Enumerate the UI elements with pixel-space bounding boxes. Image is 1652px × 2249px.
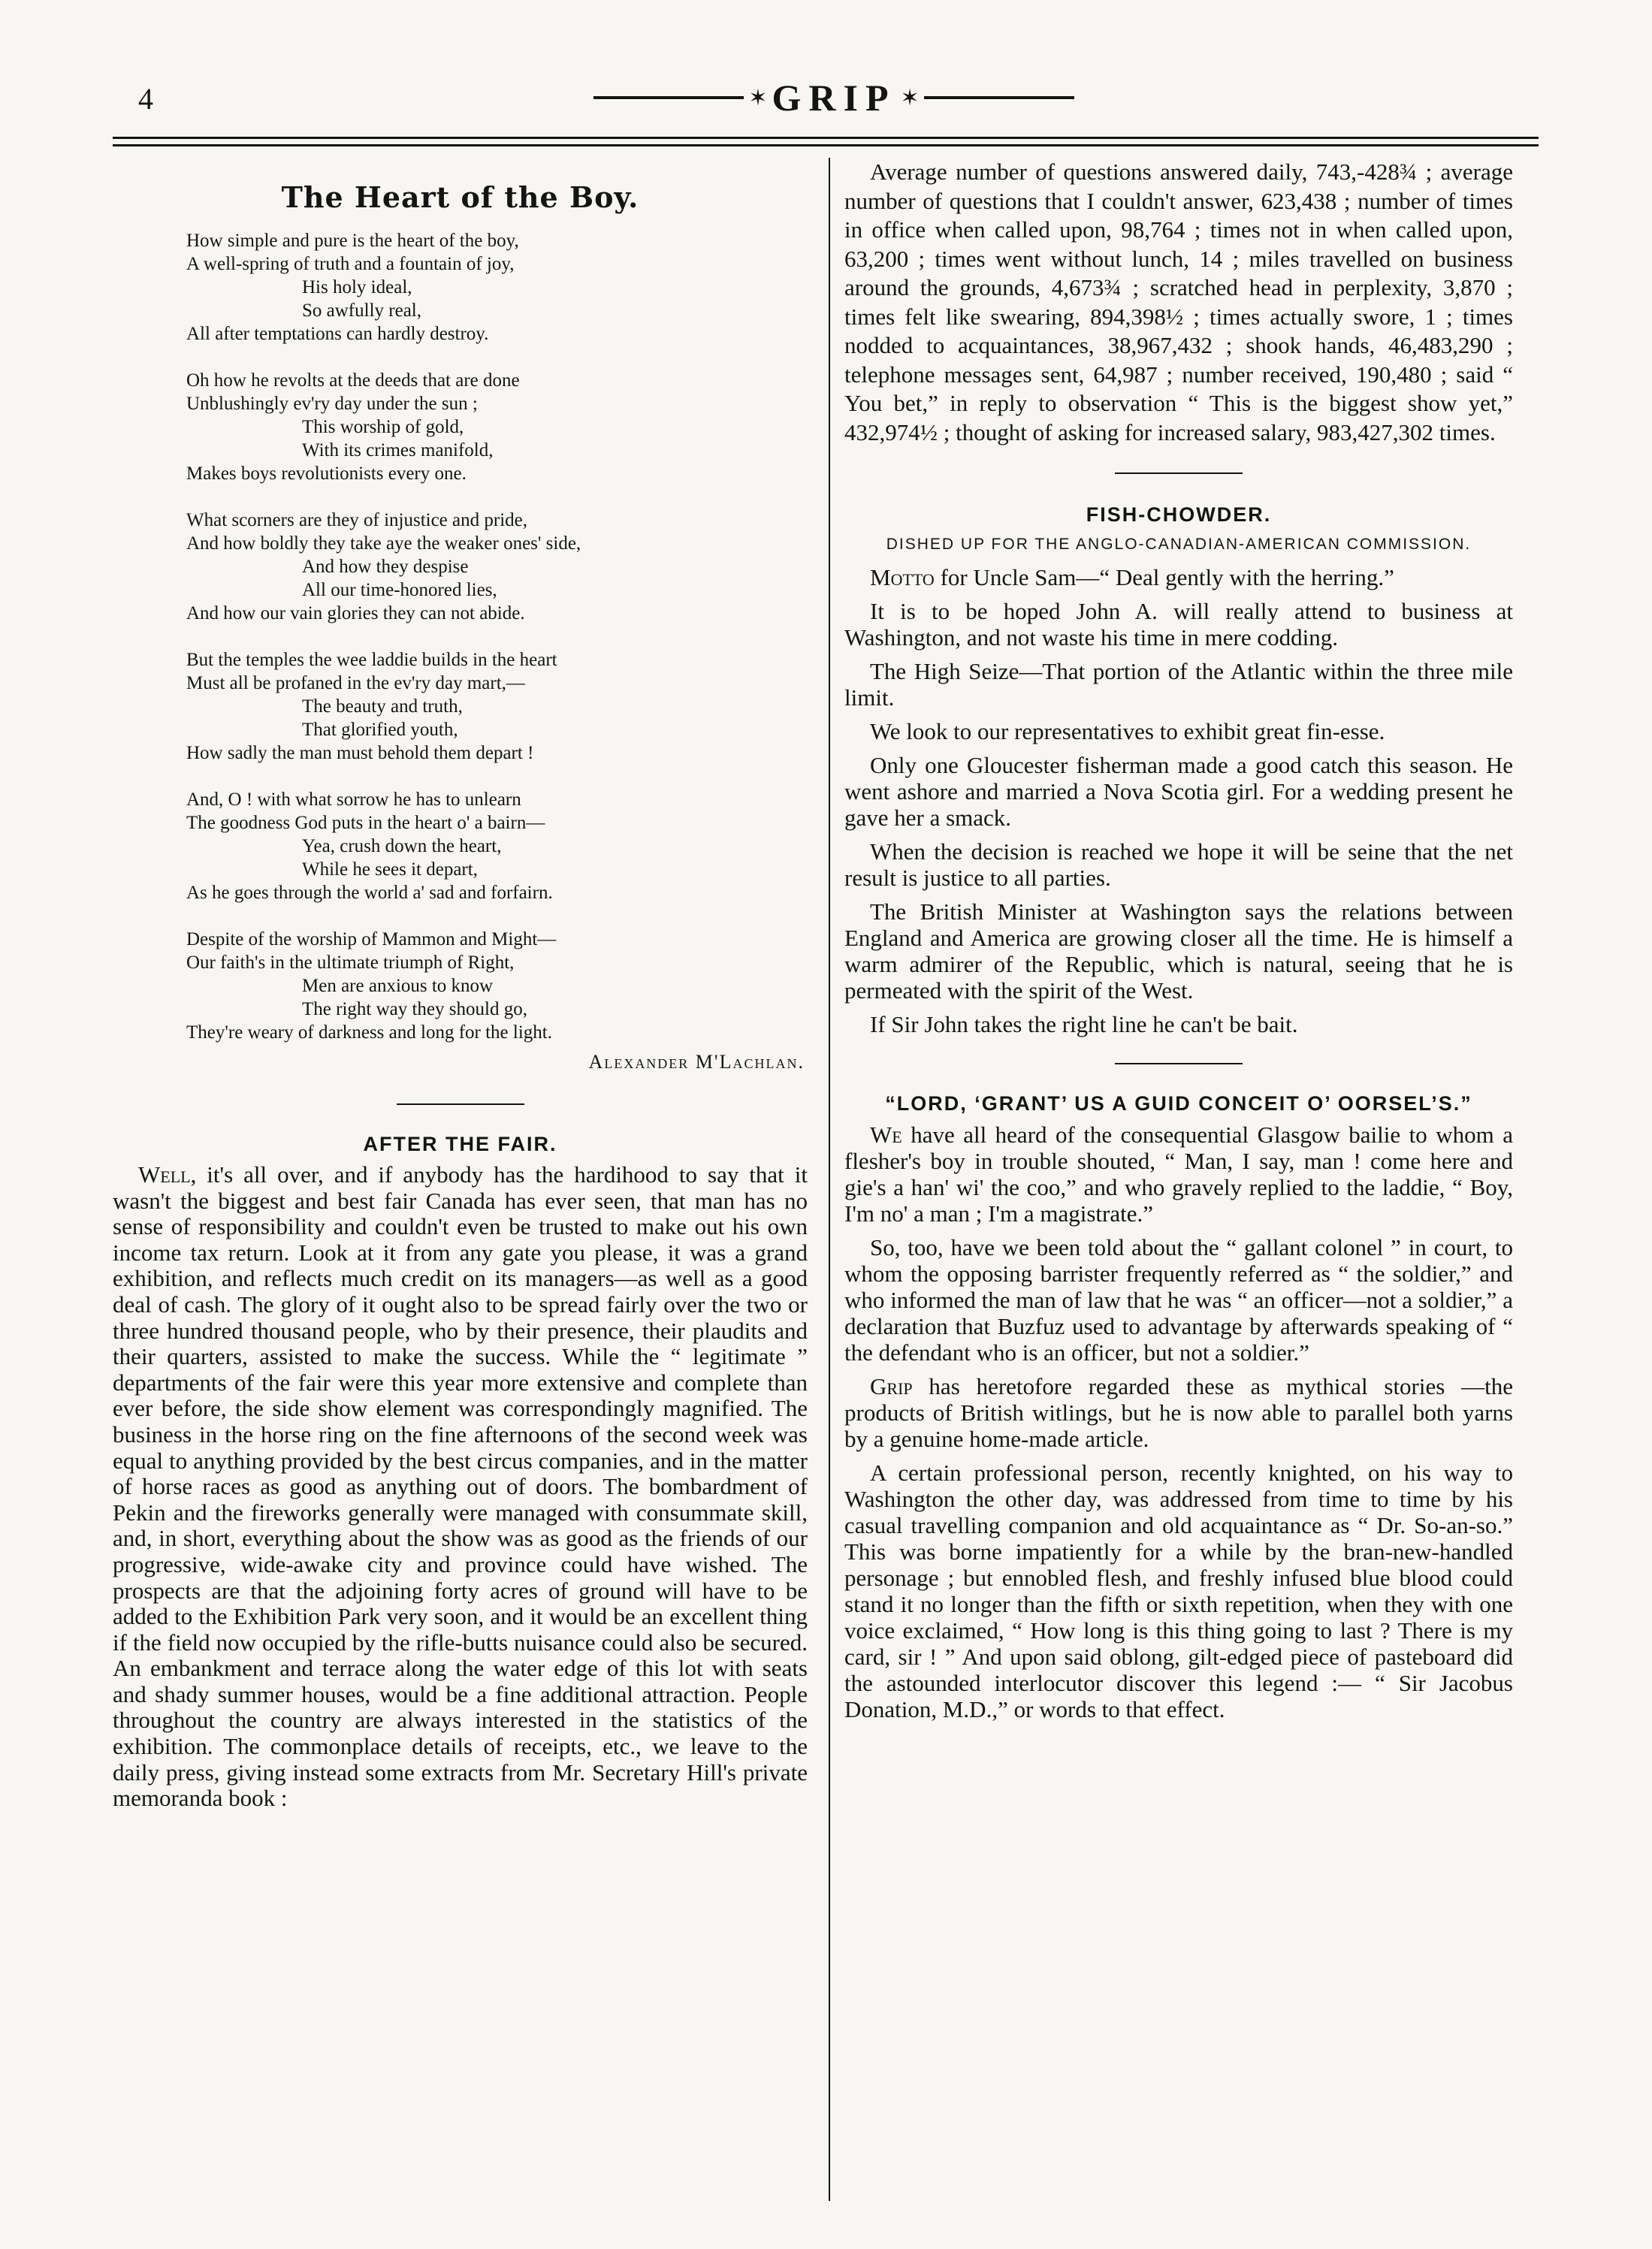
fish-chowder-paragraph <box>844 718 1513 744</box>
poem-line: The goodness God puts in the heart o' a bairn— <box>186 813 545 833</box>
paragraph-text: for Uncle Sam—“ Deal gently with the herring.” <box>934 564 1394 590</box>
poem-line: The beauty and truth, <box>302 696 463 717</box>
masthead <box>593 75 1074 120</box>
poem-line: And, O ! with what sorrow he has to unlearn <box>186 789 521 810</box>
lead-word: We <box>870 1121 902 1148</box>
paragraph-text: So, too, have we been told about the “ gallant colonel ” in court, to whom the opposing barrister frequently referred as “ the soldier,” and who informed the man of law that he was “ an officer—not a soldier,” a declaration that Buzfuz used to advantage by afterwards speaking of “ the defendant who is an officer, but not a soldier.” <box>844 1234 1513 1366</box>
masthead-title: GRIP <box>772 77 896 119</box>
paragraph-text: A certain professional person, recently knighted, on his way to Washington the other day, was addressed from time to time by his casual travelling companion and old acquaintance as “ Dr. So-an-so.” This was borne impatiently for a while by the bran-new-handled personage ; but ennobled flesh, and freshly infused blue blood could stand it no longer than the fifth or sixth repetition, when they with one voice exclaimed, “ How long is this thing going to last ? There is my card, sir ! ” And upon said oblong, gilt-edged piece of pasteboard did the astounded interlocutor discover this legend :— “ Sir Jacobus Donation, M.D.,” or words to that effect. <box>844 1460 1513 1722</box>
memoranda-continued: Average number of questions answered daily, 743,-428¾ ; average number of questions that I couldn't answer, 623,438 ; number of times in office when called upon, 98,764 ; times not in when called upon, 63,200 ; times went without lunch, 14 ; miles travelled on business around the grounds, 4,673¾ ; scratched head in perplexity, 3,870 ; times felt like swearing, 894,398½ ; times actually swore, 1 ; times nodded to acquaintances, 38,967,432 ; shook hands, 46,483,290 ; telephone messages sent, 64,987 ; number received, 190,480 ; said “ You bet,” in reply to observation “ This is the biggest show yet,” 432,974½ ; thought of asking for increased salary, 983,427,302 times. <box>844 158 1513 445</box>
paragraph-text: If Sir John takes the right line he can't be bait. <box>870 1011 1298 1037</box>
poem-line: Unblushingly ev'ry day under the sun ; <box>186 394 478 414</box>
poem-line: His holy ideal, <box>302 277 412 297</box>
poem-line: A well-spring of truth and a fountain of joy, <box>186 254 515 274</box>
star-ornament-icon: ✶ <box>748 85 768 110</box>
poem-line: This worship of gold, <box>302 417 464 437</box>
paragraph-text: We look to our representatives to exhibit great fin-esse. <box>870 718 1385 744</box>
poem-line: Oh how he revolts at the deeds that are done <box>186 370 520 391</box>
poem-line: How sadly the man must behold them depart ! <box>186 743 534 763</box>
fish-chowder-paragraph <box>844 898 1513 1004</box>
paragraph-text: It is to be hoped John A. will really attend to business at Washington, and not waste his time in mere codding. <box>844 598 1513 651</box>
star-ornament-icon: ✶ <box>900 85 920 110</box>
article-heading-guid-conceit: “LORD, ‘GRANT’ US A GUID CONCEIT O’ OORSEL’S.” <box>885 1092 1472 1115</box>
guid-conceit-body <box>844 1121 1513 1722</box>
poem-line: As he goes through the world a' sad and forfairn. <box>186 883 553 903</box>
poem-line: While he sees it depart, <box>302 859 478 880</box>
fish-chowder-paragraph <box>844 752 1513 831</box>
poem <box>113 229 808 1044</box>
section-divider <box>1115 1063 1243 1064</box>
column-divider <box>829 158 830 2201</box>
poem-stanza <box>186 509 808 625</box>
poem-stanza <box>186 369 808 485</box>
guid-conceit-paragraph <box>844 1121 1513 1227</box>
guid-conceit-paragraph <box>844 1460 1513 1722</box>
poem-line: They're weary of darkness and long for the light. <box>186 1022 552 1043</box>
poem-line: And how our vain glories they can not abide. <box>186 603 525 623</box>
poem-stanza <box>186 229 808 346</box>
poem-line: And how boldly they take aye the weaker ones' side, <box>186 533 581 554</box>
header-rule <box>113 144 1539 146</box>
poem-line: Must all be profaned in the ev'ry day mart,— <box>186 673 525 693</box>
poem-line: Despite of the worship of Mammon and Might— <box>186 929 557 949</box>
section-divider <box>1115 472 1243 474</box>
paragraph-text: The High Seize—That portion of the Atlantic within the three mile limit. <box>844 658 1513 711</box>
poem-line: That glorified youth, <box>302 720 458 740</box>
article-text: it's all over, and if anybody has the hardihood to say that it wasn't the biggest and best fair Canada has ever seen, that man has no sense of responsibility and couldn't even be trusted to make out his own income tax return. Look at it from any gate you please, it was a grand exhibition, and reflects much credit on its managers—as well as a good deal of cash. The glory of it ought also to be spread fairly over the two or three hundred thousand people, who by their presence, their plaudits and their quarters, assisted to make the success. While the “ legitimate ” departments of the fair were this year more extensive and complete than ever before, the side show element was correspondingly magnified. The business in the horse ring on the fine afternoons of the second week was equal to anything provided by the best circus companies, and in the matter of horse races as good as anything out of doors. The bombardment of Pekin and the fireworks generally were managed with consummate skill, and, in short, everything about the show was as good as the friends of our progressive, wide-awake city and province could have wished. The prospects are that the adjoining forty acres of ground will have to be added to the Exhibition Park very soon, and it would be an excellent thing if the field now occupied by the rifle-butts nuisance could also be secured. An embankment and terrace along the water edge of this lot with seats and shady summer houses, would be a fine additional attraction. People throughout the country are always interested in the statistics of the exhibition. The commonplace details of receipts, etc., we leave to the daily press, giving instead some extracts from Mr. Secretary Hill's private memoranda book : <box>113 1161 808 1812</box>
poem-line: What scorners are they of injustice and pride, <box>186 510 527 530</box>
lead-word: Motto <box>870 564 935 590</box>
masthead-rule-right <box>924 96 1074 99</box>
lead-word: Grip <box>870 1373 913 1399</box>
section-divider <box>397 1103 524 1105</box>
paragraph-text: have all heard of the consequential Glasgow bailie to whom a flesher's boy in trouble shouted, “ Man, I say, man ! come here and gie's a han' wi' the coo,” and who gravely replied to the laddie, “ Boy, I'm no' a man ; I'm a magistrate.” <box>844 1121 1513 1227</box>
poem-stanza <box>186 788 808 904</box>
poem-line: Yea, crush down the heart, <box>302 836 502 856</box>
poem-line: All our time-honored lies, <box>302 580 497 600</box>
paragraph-text: The British Minister at Washington says the relations between England and America are growing closer all the time. He is himself a warm admirer of the Republic, which is natural, seeing that he is permeated with the spirit of the West. <box>844 898 1513 1004</box>
fish-chowder-paragraph <box>844 658 1513 711</box>
paragraph-text: has heretofore regarded these as mythical stories —the products of British witlings, but he is now able to parallel both yarns by a genuine home-made article. <box>844 1373 1513 1452</box>
page-number: 4 <box>138 82 153 116</box>
right-column <box>844 158 1513 1730</box>
poem-author: Alexander M'Lachlan. <box>588 1051 805 1073</box>
article-body-after-fair <box>113 1162 808 1812</box>
article-heading-fish-chowder: FISH-CHOWDER. <box>1086 503 1272 526</box>
poem-line: With its crimes manifold, <box>302 440 494 460</box>
guid-conceit-paragraph <box>844 1373 1513 1452</box>
poem-line: So awfully real, <box>302 300 421 321</box>
guid-conceit-paragraph <box>844 1234 1513 1366</box>
header-rule <box>113 137 1539 139</box>
article-heading-after-fair: AFTER THE FAIR. <box>363 1133 557 1155</box>
fish-chowder-paragraph <box>844 598 1513 651</box>
poem-title: The Heart of the Boy. <box>281 180 639 214</box>
fish-chowder-items <box>844 564 1513 1037</box>
paragraph-text: When the decision is reached we hope it will be seine that the net result is justice to all parties. <box>844 838 1513 891</box>
poem-line: How simple and pure is the heart of the boy, <box>186 231 519 251</box>
fish-chowder-paragraph <box>844 838 1513 891</box>
masthead-rule-left <box>593 96 744 99</box>
paragraph-text: Only one Gloucester fisherman made a good catch this season. He went ashore and married a Nova Scotia girl. For a wedding present he gave her a smack. <box>844 752 1513 831</box>
poem-line: Our faith's in the ultimate triumph of Right, <box>186 952 515 973</box>
poem-line: All after temptations can hardly destroy. <box>186 324 489 344</box>
poem-stanza <box>186 648 808 765</box>
article-subheading-fish-chowder: DISHED UP FOR THE ANGLO-CANADIAN-AMERICAN COMMISSION. <box>886 536 1472 553</box>
fish-chowder-paragraph <box>844 1011 1513 1037</box>
left-column <box>113 158 808 1812</box>
lead-word: Well, <box>138 1161 197 1188</box>
poem-line: But the temples the wee laddie builds in the heart <box>186 650 557 670</box>
poem-line: Makes boys revolutionists every one. <box>186 463 467 484</box>
poem-stanza <box>186 928 808 1044</box>
poem-line: And how they despise <box>302 557 469 577</box>
poem-line: Men are anxious to know <box>302 976 494 996</box>
poem-line: The right way they should go, <box>302 999 527 1019</box>
fish-chowder-paragraph <box>844 564 1513 590</box>
